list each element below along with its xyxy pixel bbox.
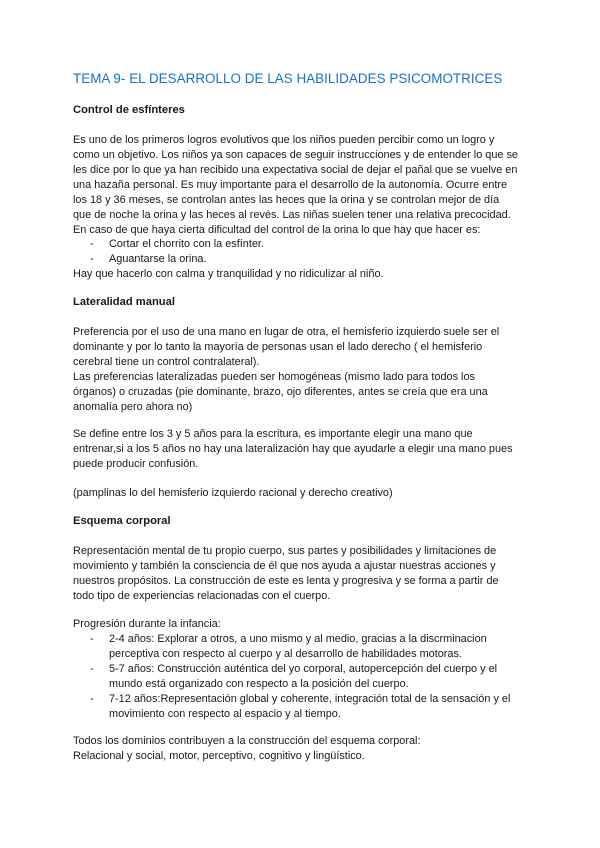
heading-control-esfinteres: Control de esfínteres bbox=[73, 104, 185, 116]
bullet-marker: - bbox=[90, 633, 94, 645]
text-line: movimiento y también la consciencia de él que nos ayuda a ajustar nuestras acciones y bbox=[73, 560, 496, 572]
list-control-tips bbox=[73, 237, 553, 267]
list-item bbox=[73, 252, 553, 267]
list-progresion bbox=[73, 632, 553, 722]
list-item-text: 2-4 años: Explorar a otros, a uno mismo y al medio, gracias a la discrminacion bbox=[109, 633, 487, 645]
bullet-marker: - bbox=[90, 663, 94, 675]
list-item-text: 5-7 años: Construcción auténtica del yo corporal, autopercepción del cuerpo y el bbox=[109, 663, 498, 675]
list-item bbox=[73, 632, 553, 662]
paragraph-control-closing bbox=[73, 267, 543, 282]
bullet-marker: - bbox=[90, 253, 94, 265]
text-line: entrenar,si a los 5 años no hay una lateralización hay que ayudarle a elegir una mano pues bbox=[73, 443, 513, 455]
text-line: puede producir confusión. bbox=[73, 458, 199, 470]
paragraph-lateralidad-1 bbox=[73, 325, 543, 415]
text-line: dominante y por lo tanto la mayoría de personas usan el lado derecho ( el hemisferio bbox=[73, 341, 483, 353]
text-line: los 18 y 36 meses, se controlan antes las heces que la orina y se controlan mejor de día bbox=[73, 194, 500, 206]
text-line: (pamplinas lo del hemisferio izquierdo racional y derecho creativo) bbox=[73, 487, 393, 499]
text-line: cerebral tiene un control contralateral). bbox=[73, 356, 260, 368]
text-line: Representación mental de tu propio cuerpo, sus partes y posibilidades y limitaciones de bbox=[73, 545, 497, 557]
paragraph-lateralidad-2 bbox=[73, 427, 543, 472]
text-line: Se define entre los 3 y 5 años para la escritura, es importante elegir una mano que bbox=[73, 428, 473, 440]
text-line: Es uno de los primeros logros evolutivos que los niños pueden percibir como un logro y bbox=[73, 134, 495, 146]
text-line: nuestros propósitos. La construcción de este es lenta y progresiva y se forma a partir de bbox=[73, 575, 499, 587]
paragraph-control-esfinteres bbox=[73, 133, 543, 238]
text-line: En caso de que haya cierta dificultad del control de la orina lo que hay que hacer es: bbox=[73, 224, 481, 236]
list-item-text: 7-12 años:Representación global y coherente, integración total de la sensación y el bbox=[109, 693, 511, 705]
list-item bbox=[73, 237, 553, 252]
text-line: una hazaña personal. Es muy importante para el desarrollo de la autonomía. Ocurre entre bbox=[73, 179, 508, 191]
text-line: Las preferencias lateralizadas pueden ser homogéneas (mismo lado para todos los bbox=[73, 371, 475, 383]
text-line: Hay que hacerlo con calma y tranquilidad y no ridiculizar al niño. bbox=[73, 268, 384, 280]
list-item-text: movimiento con respecto al espacio y al tiempo. bbox=[109, 708, 341, 720]
text-line: Relacional y social, motor, perceptivo, cognitivo y lingüístico. bbox=[73, 750, 365, 762]
list-item-text: mundo está organizado con respecto a la posición del cuerpo. bbox=[109, 678, 409, 690]
paragraph-esquema-1 bbox=[73, 544, 543, 604]
text-line: todo tipo de experiencias relacionadas con el cuerpo. bbox=[73, 590, 331, 602]
text-line: les dice por lo que ya han recibido una expectativa social de dejar el pañal que se vuelve en bbox=[73, 164, 518, 176]
list-item-text: Cortar el chorrito con la esfínter. bbox=[109, 238, 264, 250]
paragraph-lateralidad-3 bbox=[73, 486, 543, 501]
progresion-label bbox=[73, 617, 543, 632]
text-line: anomalía pero ahora no) bbox=[73, 401, 193, 413]
text-line: como un objetivo. Los niños ya son capaces de seguir instrucciones y de entender lo que se bbox=[73, 149, 518, 161]
paragraph-esquema-closing bbox=[73, 734, 543, 764]
text-line: órganos) o cruzadas (pie dominante, brazo, ojo diferentes, antes se creía que era una bbox=[73, 386, 488, 398]
heading-esquema-corporal: Esquema corporal bbox=[73, 515, 171, 527]
text-line: Progresión durante la infancia: bbox=[73, 618, 221, 630]
document-title: TEMA 9- EL DESARROLLO DE LAS HABILIDADES PSICOMOTRICES bbox=[73, 71, 503, 86]
bullet-marker: - bbox=[90, 238, 94, 250]
list-item-text: perceptiva con respecto al cuerpo y al desarrollo de habilidades motoras. bbox=[109, 648, 462, 660]
text-line: que de noche la orina y las heces al revés. Las niñas suelen tener una relativa precocidad. bbox=[73, 209, 511, 221]
bullet-marker: - bbox=[90, 693, 94, 705]
text-line: Todos los dominios contribuyen a la construcción del esquema corporal: bbox=[73, 735, 421, 747]
heading-lateralidad-manual: Lateralidad manual bbox=[73, 296, 175, 308]
text-line: Preferencia por el uso de una mano en lugar de otra, el hemisferio izquierdo suele ser el bbox=[73, 326, 500, 338]
list-item bbox=[73, 662, 553, 692]
list-item bbox=[73, 692, 553, 722]
list-item-text: Aguantarse la orina. bbox=[109, 253, 207, 265]
